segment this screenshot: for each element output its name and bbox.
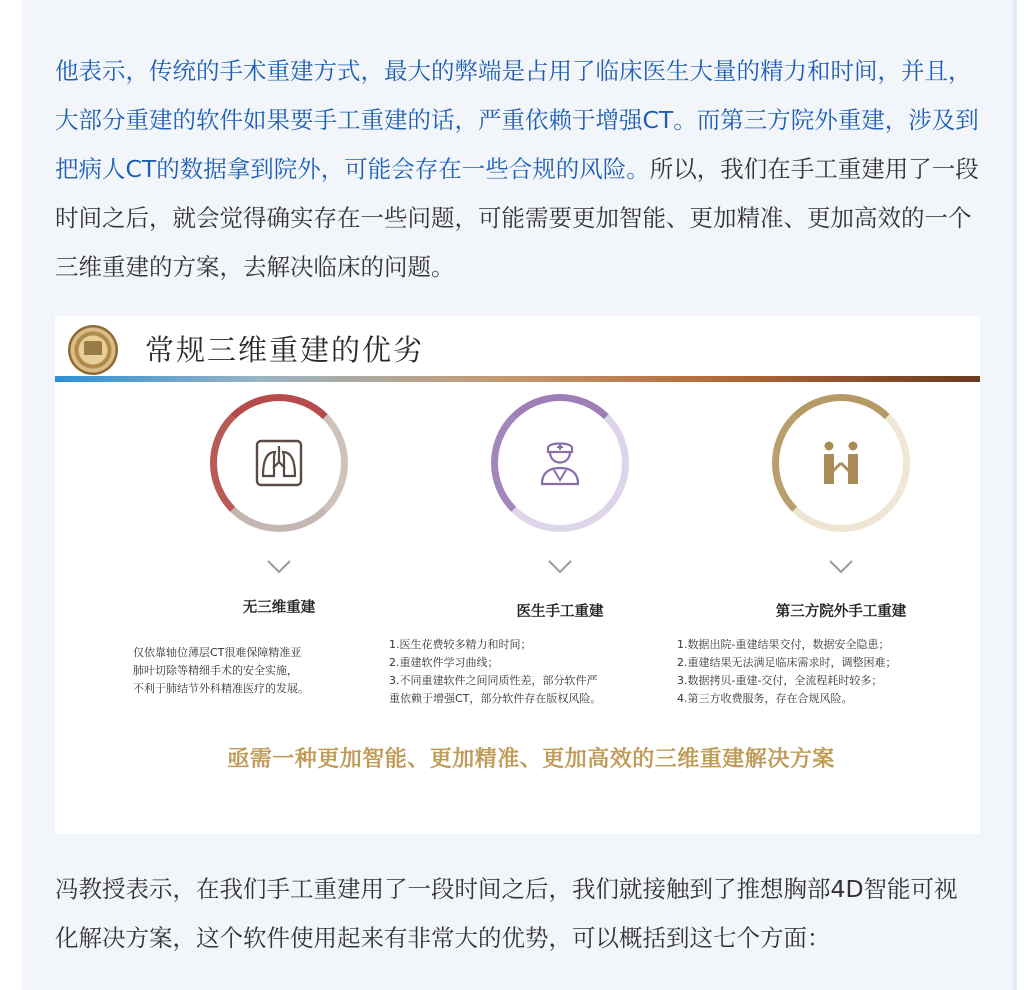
chevron-down-icon — [548, 560, 572, 574]
handshake-icon — [816, 438, 866, 488]
university-seal-icon — [68, 325, 118, 375]
chevron-down-icon — [829, 560, 853, 574]
doctor-icon — [535, 438, 585, 488]
column-title: 医生手工重建 — [516, 604, 604, 620]
lungs-icon — [254, 438, 304, 488]
highlighted-quote: 他表示，传统的手术重建方式，最大的弊端是占用了临床医生大量的精力和时间，并且，大部分重建的软件如果要手工重建的话，严重依赖于增强CT。而第三方院外重建，涉及到把病人CT的数据拿到院外，可能会存在一些合规的风险。 — [55, 57, 979, 183]
column-body: 仅依靠轴位薄层CT很难保障精准亚 肺叶切除等精细手术的安全实施， 不利于肺结节外科精准医疗的发展。 — [133, 646, 309, 695]
column-body: 1.医生花费较多精力和时间； 2.重建软件学习曲线； 3.不同重建软件之间同质性差，部分软件严 重依赖于增强CT，部分软件存在版权风险。 — [389, 638, 602, 705]
chevron-down-icon — [267, 560, 291, 574]
column-body: 1.数据出院-重建结果交付，数据安全隐患； 2.重建结果无法满足临床需求时，调整困难； 3.数据拷贝-重建-交付，全流程耗时较多； 4.第三方收费服务，存在合规风险。 — [677, 638, 897, 705]
slide-header — [55, 316, 980, 384]
paragraph-intro — [55, 47, 980, 292]
slide-tagline: 亟需一种更加智能、更加精准、更加高效的三维重建解决方案 — [227, 747, 835, 772]
slide-title: 常规三维重建的优劣 — [145, 333, 425, 367]
slide-image — [55, 316, 980, 834]
gradient-divider — [55, 376, 980, 382]
column-title: 第三方院外手工重建 — [775, 604, 907, 620]
paragraph-advantages: 冯教授表示，在我们手工重建用了一段时间之后，我们就接触到了推想胸部4D智能可视化解决方案，这个软件使用起来有非常大的优势，可以概括到这七个方面： — [55, 875, 958, 952]
paragraph-continuation: 所以，我们在手工重建用了一段时间之后，就会觉得确实存在一些问题，可能需要更加智能、更加精准、更加高效的一个三维重建的方案，去解决临床的问题。 — [55, 155, 979, 281]
container-border — [1013, 0, 1017, 990]
column-title: 无三维重建 — [242, 600, 316, 616]
